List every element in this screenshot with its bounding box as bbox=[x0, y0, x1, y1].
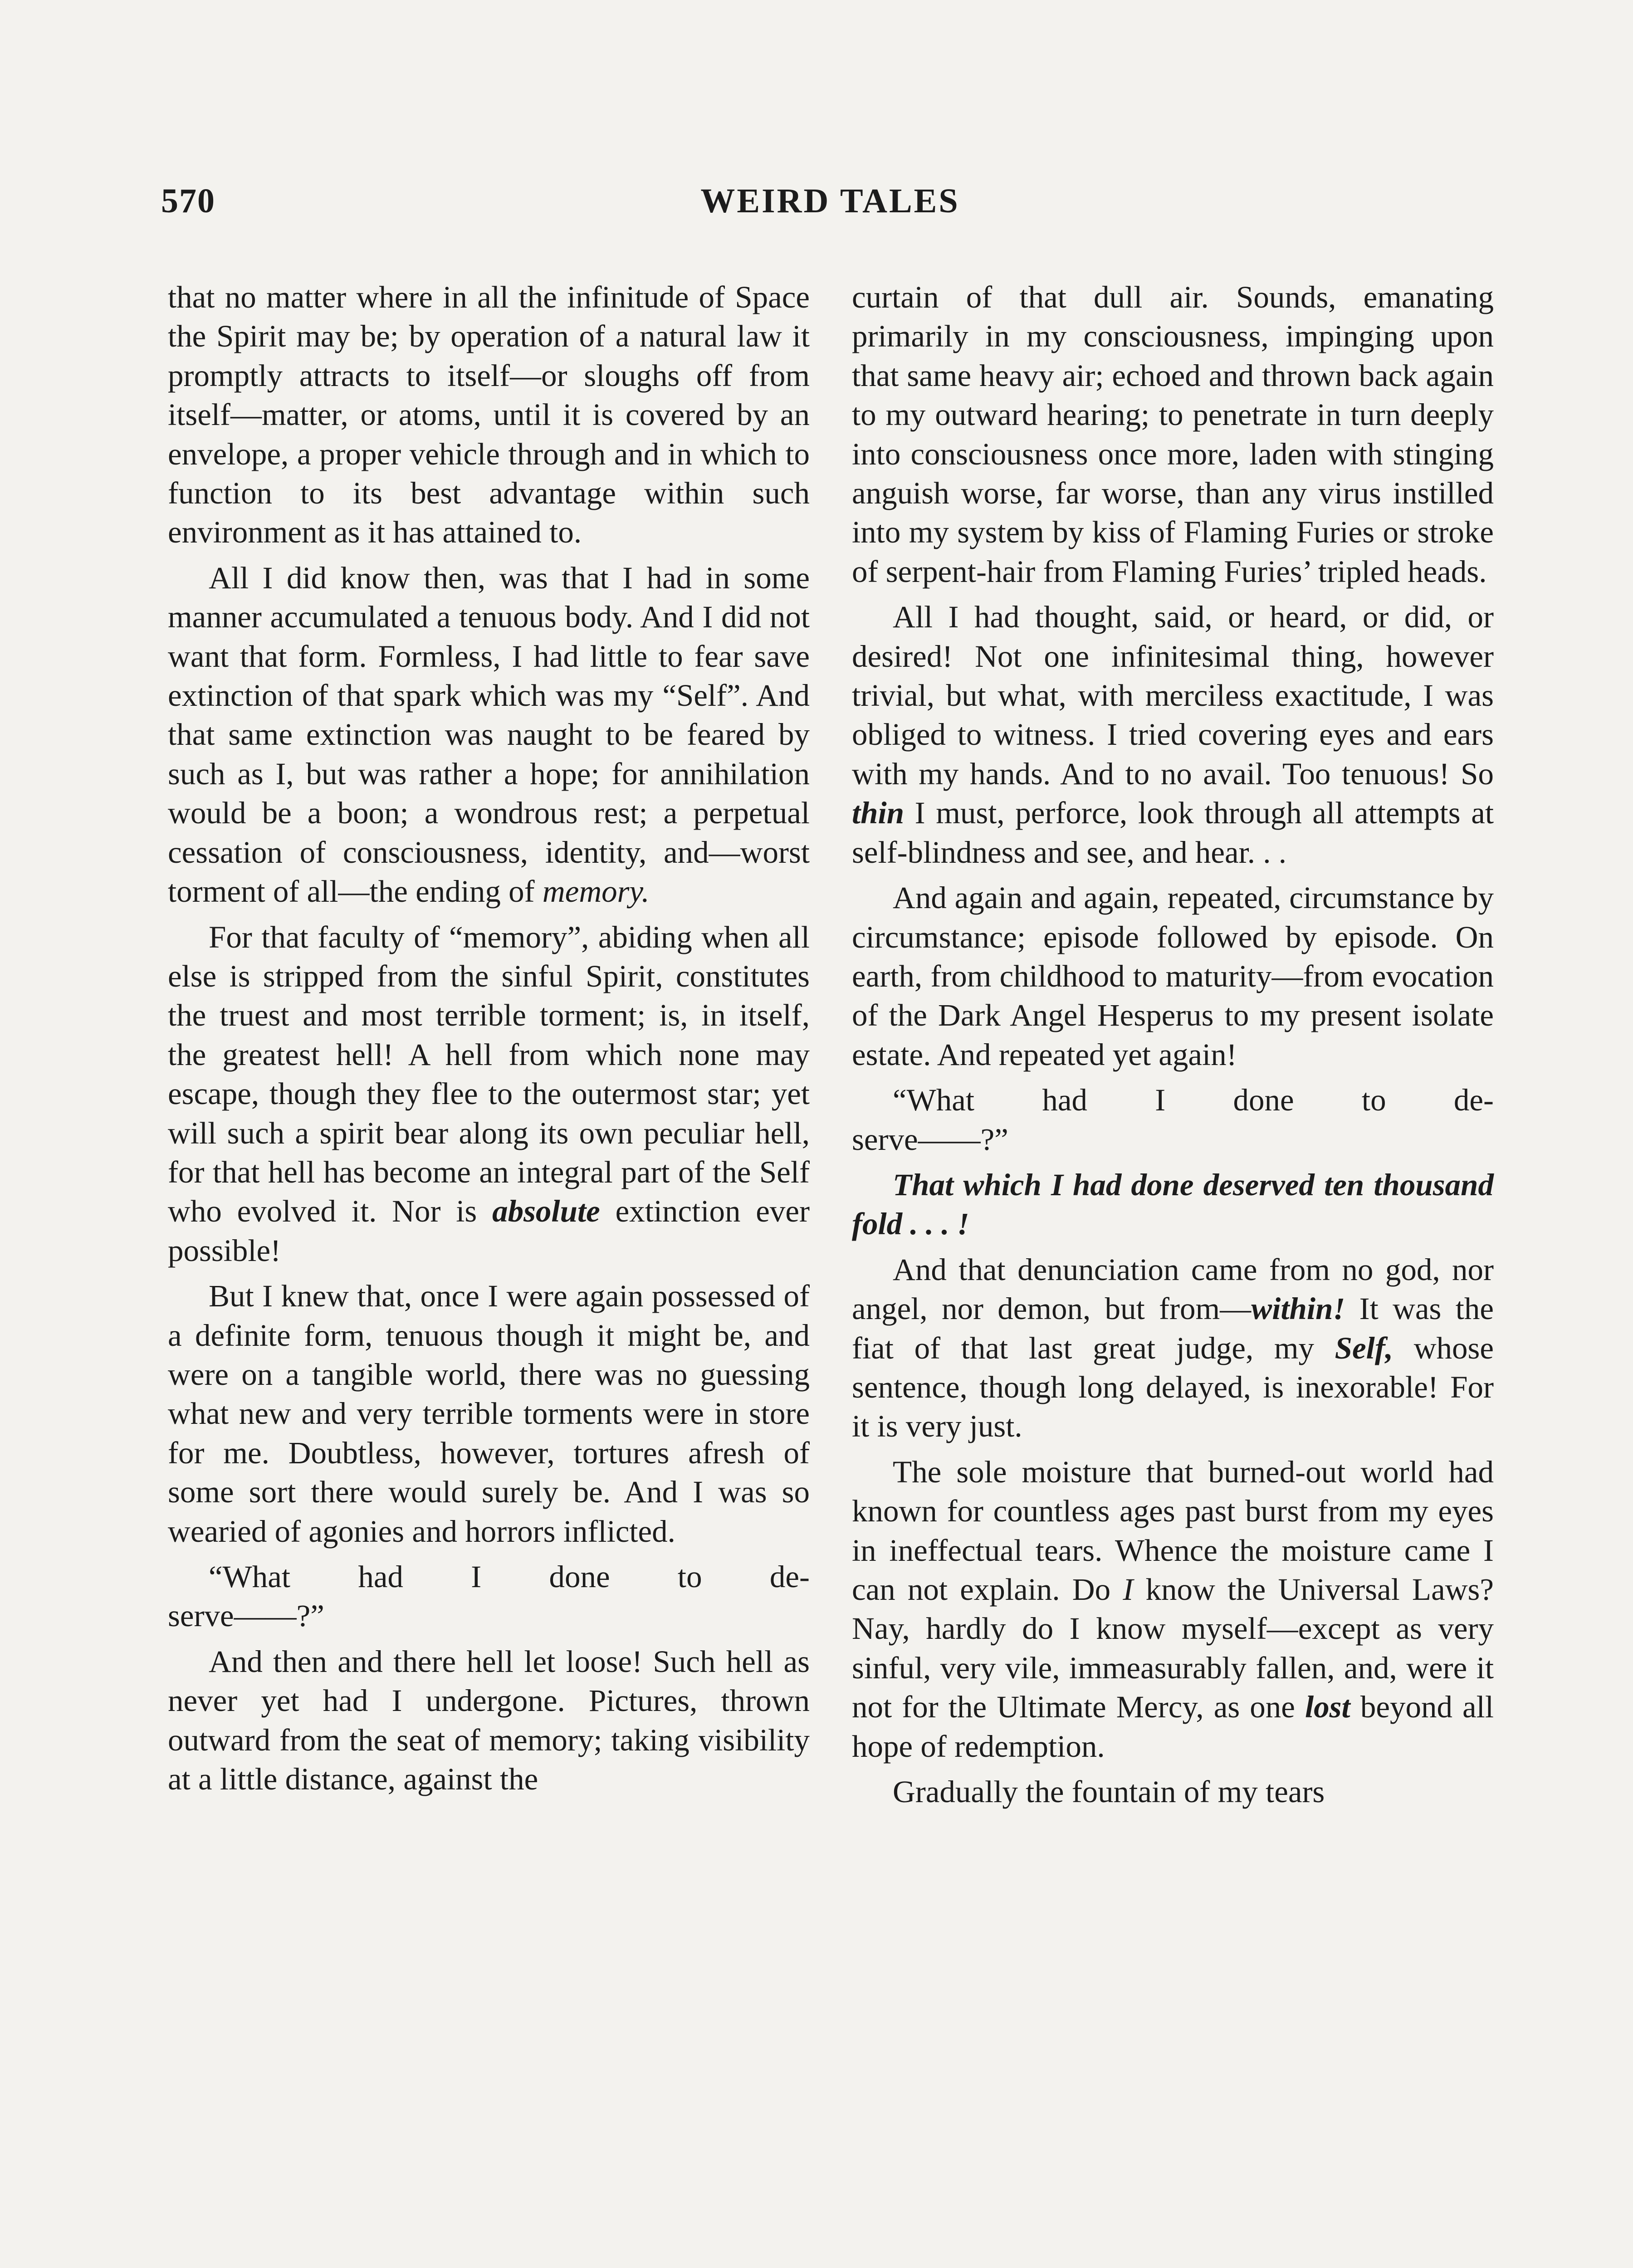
page-number: 570 bbox=[161, 182, 215, 220]
italic-line: That which I had done deserved ten thousand fold . . . ! bbox=[852, 1167, 1494, 1242]
paragraph: that no matter where in all the infinitude of Space the Spirit may be; by operation of a natural law it promptly attracts to itself—or sloughs off from itself—matter, or atoms, until it is covered by an envelope, a proper vehicle through and in which to function to its best advantage within such environment as it has attained to. bbox=[168, 280, 810, 550]
paragraph: For that faculty of “memory”, abiding when all else is stripped from the sinful Spirit, constitutes the truest and most terrible torment; is, in itself, the greatest hell! A hell from which none may escape, though they flee to the outermost star; yet will such a spirit bear along its own peculiar hell, for that hell has become an integral part of the Self who evolved it. Nor is absolute extinction ever possible! bbox=[168, 919, 810, 1268]
left-column bbox=[168, 278, 810, 1805]
page-header bbox=[161, 181, 1499, 231]
dialogue-quote: “What had I done to de- serve——?” bbox=[852, 1083, 1494, 1157]
right-column bbox=[852, 278, 1494, 1818]
paragraph: The sole moisture that burned-out world had known for countless ages past burst from my eyes in ineffectual tears. Whence the moisture came I can not explain. Do I know the Universal Laws? Nay, hardly do I know myself—except as very sinful, very vile, immeasurably fallen, and, were it not for the Ultimate Mercy, as one lost beyond all hope of redemption. bbox=[852, 1454, 1494, 1764]
paragraph: All I did know then, was that I had in some manner accumulated a tenuous body. And I did not want that form. Formless, I had little to fear save extinction of that spark which was my “Self”. And that same extinction was naught to be feared by such as I, but was rather a hope; for annihilation would be a boon; a wondrous rest; a perpetual cessation of consciousness, identity, and—worst torment of all—the ending of memory. bbox=[168, 560, 810, 909]
paragraph: And then and there hell let loose! Such hell as never yet had I undergone. Pictures, thrown outward from the seat of memory; taking visibility at a little distance, against the bbox=[168, 1644, 810, 1797]
dialogue-quote: “What had I done to de- serve——?” bbox=[168, 1559, 810, 1633]
paragraph: And that denunciation came from no god, nor angel, nor demon, but from—within! It was the fiat of that last great judge, my Self, whose sentence, though long delayed, is inexorable! For it is very just. bbox=[852, 1252, 1494, 1444]
paragraph: But I knew that, once I were again possessed of a definite form, tenuous though it might be, and were on a tangible world, there was no guessing what new and very terrible torments were in store for me. Doubtless, however, tortures afresh of some sort there would surely be. And I was so wearied of agonies and horrors inflicted. bbox=[168, 1279, 810, 1549]
paragraph: All I had thought, said, or heard, or did, or desired! Not one infinitesimal thing, however trivial, but what, with merciless exactitude, I was obliged to witness. I tried covering eyes and ears with my hands. And to no avail. Too tenuous! So thin I must, perforce, look through all attempts at self-blindness and see, and hear. . . bbox=[852, 600, 1494, 870]
running-head: WEIRD TALES bbox=[700, 182, 960, 220]
paragraph: And again and again, repeated, circumstance by circumstance; episode followed by episode. On earth, from childhood to maturity—from evocation of the Dark Angel Hesperus to my present isolate estate. And repeated yet again! bbox=[852, 880, 1494, 1072]
paragraph: Gradually the fountain of my tears bbox=[893, 1774, 1325, 1809]
paragraph: curtain of that dull air. Sounds, emanating primarily in my consciousness, impinging upon that same heavy air; echoed and thrown back again to my outward hearing; to penetrate in turn deeply into consciousness once more, laden with stinging anguish worse, far worse, than any virus instilled into my system by kiss of Flaming Furies or stroke of serpent-hair from Flaming Furies’ tripled heads. bbox=[852, 280, 1494, 589]
